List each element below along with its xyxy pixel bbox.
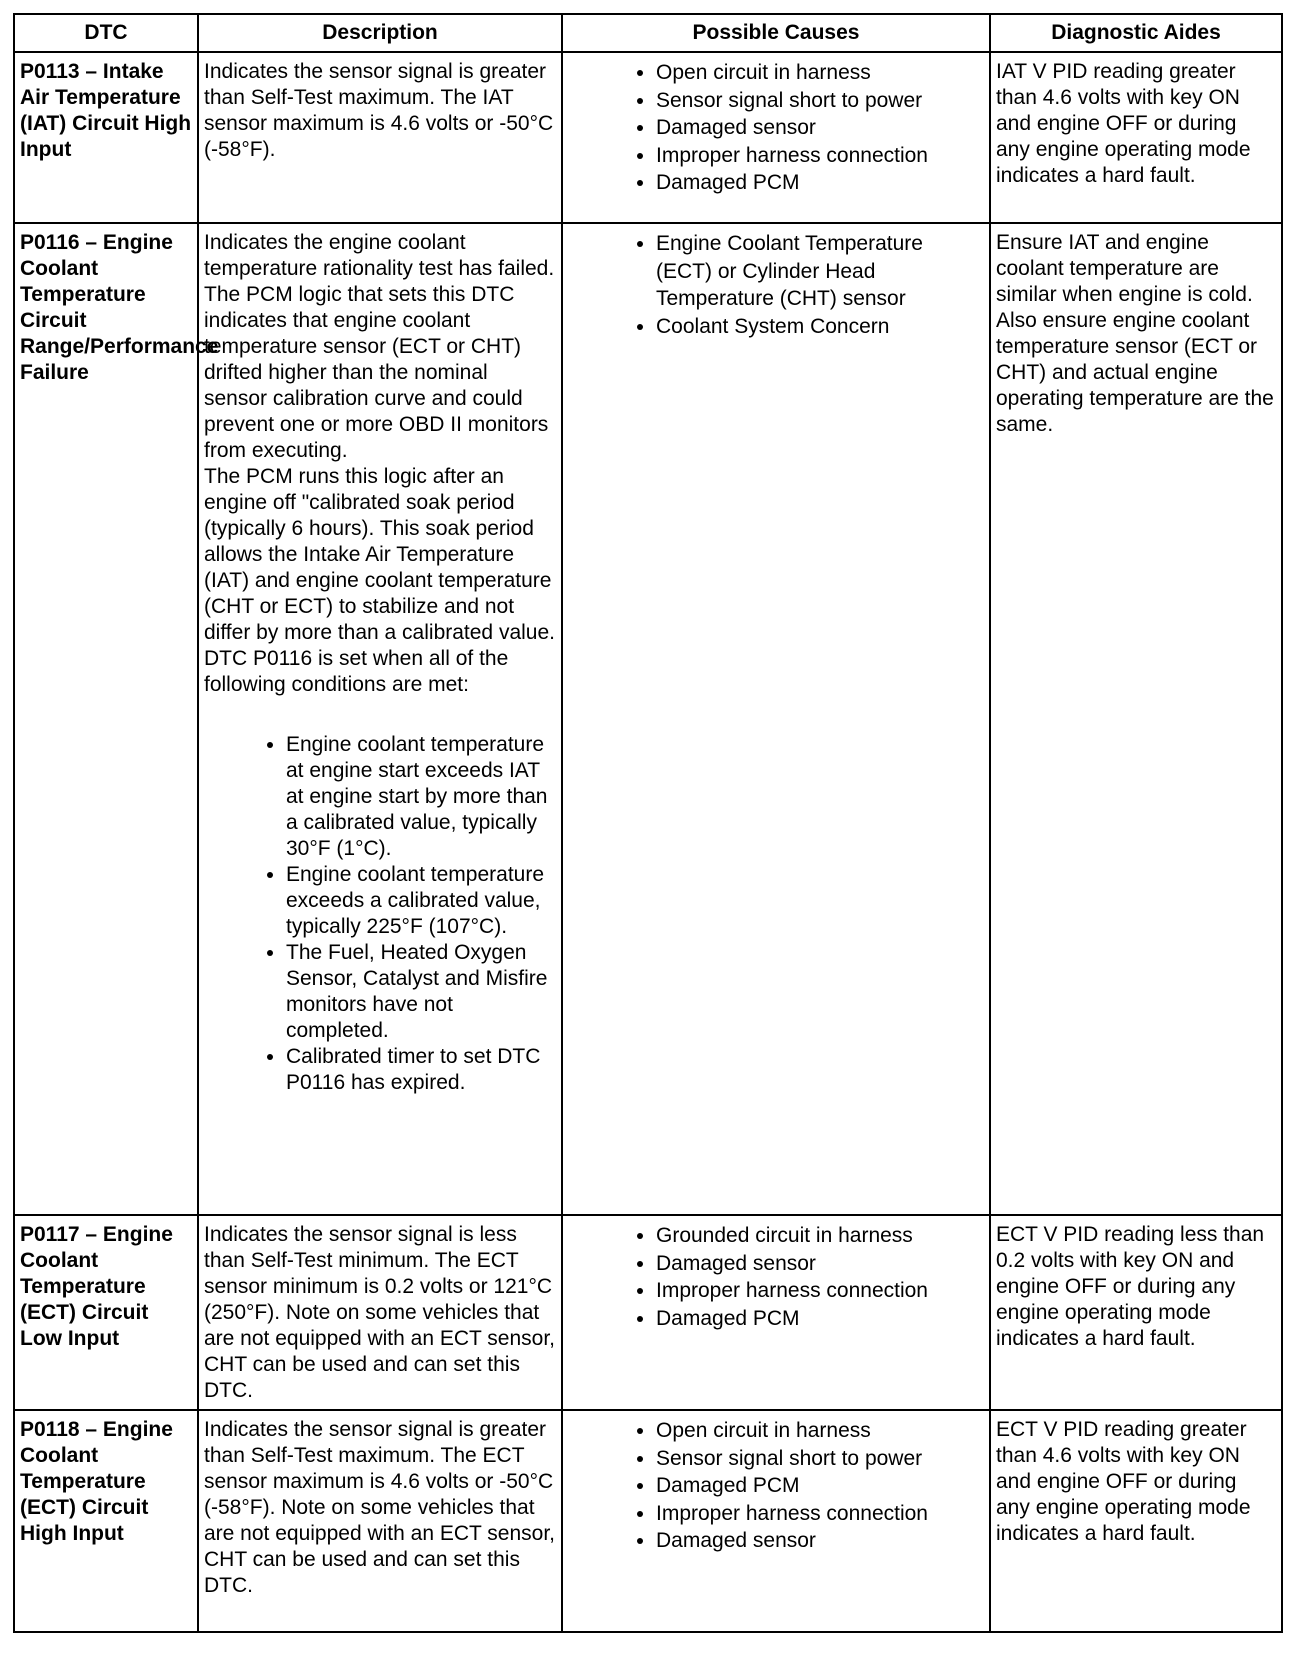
cause-item: • Coolant System Concern <box>656 313 984 341</box>
cause-item: • Damaged sensor <box>656 1250 984 1278</box>
possible-causes <box>562 223 990 1215</box>
cause-item: • Damaged PCM <box>656 1305 984 1333</box>
table-row <box>14 1215 1282 1410</box>
causes-list <box>568 59 984 197</box>
causes-list <box>568 1417 984 1555</box>
cause-item: • Grounded circuit in harness <box>656 1222 984 1250</box>
diagnostic-aides: ECT V PID reading less than 0.2 volts with key ON and engine OFF or during any engine operating mode indicates a hard fault. <box>990 1215 1282 1410</box>
condition-item: • The Fuel, Heated Oxygen Sensor, Catalyst and Misfire monitors have not completed. <box>286 940 556 1044</box>
diagnostic-aides: IAT V PID reading greater than 4.6 volts with key ON and engine OFF or during any engine operating mode indicates a hard fault. <box>990 52 1282 223</box>
dtc-description <box>198 1215 562 1410</box>
description-text: Indicates the sensor signal is greater than Self-Test maximum. The IAT sensor maximum is 4.6 volts or -50°C (-58°F). <box>204 60 554 161</box>
header-row <box>14 14 1282 52</box>
table-row <box>14 52 1282 223</box>
dtc-document <box>13 13 1281 1633</box>
dtc-code: P0118 – Engine Coolant Temperature (ECT) Circuit High Input <box>14 1410 198 1632</box>
cause-item: • Improper harness connection <box>656 1277 984 1305</box>
cause-item: • Engine Coolant Temperature (ECT) or Cylinder Head Temperature (CHT) sensor <box>656 230 984 313</box>
cause-item: • Improper harness connection <box>656 142 984 170</box>
header-diagnostic-aides: Diagnostic Aides <box>990 14 1282 52</box>
table-row <box>14 223 1282 1215</box>
dtc-description <box>198 52 562 223</box>
dtc-description <box>198 223 562 1215</box>
condition-item: • Calibrated timer to set DTC P0116 has expired. <box>286 1044 556 1096</box>
cause-item: • Damaged sensor <box>656 1527 984 1555</box>
diagnostic-aides: ECT V PID reading greater than 4.6 volts with key ON and engine OFF or during any engine operating mode indicates a hard fault. <box>990 1410 1282 1632</box>
cause-item: • Open circuit in harness <box>656 1417 984 1445</box>
causes-list <box>568 230 984 340</box>
cause-item: • Improper harness connection <box>656 1500 984 1528</box>
cause-item: • Sensor signal short to power <box>656 1445 984 1473</box>
header-dtc: DTC <box>14 14 198 52</box>
dtc-code: P0117 – Engine Coolant Temperature (ECT) Circuit Low Input <box>14 1215 198 1410</box>
table-row <box>14 1410 1282 1632</box>
diagnostic-aides: Ensure IAT and engine coolant temperature are similar when engine is cold. Also ensure engine coolant temperature sensor (ECT or CHT) and actual engine operating temperature are the same. <box>990 223 1282 1215</box>
cause-item: • Damaged PCM <box>656 1472 984 1500</box>
cause-item: • Damaged PCM <box>656 169 984 197</box>
header-description: Description <box>198 14 562 52</box>
possible-causes <box>562 1215 990 1410</box>
condition-item: • Engine coolant temperature exceeds a calibrated value, typically 225°F (107°C). <box>286 862 556 940</box>
dtc-description <box>198 1410 562 1632</box>
description-text: Indicates the sensor signal is greater than Self-Test maximum. The ECT sensor maximum is 4.6 volts or -50°C (-58°F). Note on some vehicles that are not equipped with an ECT sensor, CHT can be used and can set this DTC. <box>204 1418 556 1597</box>
description-text: Indicates the engine coolant temperature rationality test has failed. The PCM logic that sets this DTC indicates that engine coolant temperature sensor (ECT or CHT) drifted higher than the nominal sensor calibration curve and could prevent one or more OBD II monitors from executing. <box>204 231 555 462</box>
condition-item: • Engine coolant temperature at engine start exceeds IAT at engine start by more than a calibrated value, typically 30°F (1°C). <box>286 732 556 862</box>
header-possible-causes: Possible Causes <box>562 14 990 52</box>
dtc-table <box>13 13 1283 1633</box>
cause-item: • Damaged sensor <box>656 114 984 142</box>
dtc-code: P0113 – Intake Air Temperature (IAT) Circuit High Input <box>14 52 198 223</box>
cause-item: • Open circuit in harness <box>656 59 984 87</box>
description-text-2: The PCM runs this logic after an engine off "calibrated soak period (typically 6 hours). This soak period allows the Intake Air Temperature (IAT) and engine coolant temperature (CHT or ECT) to stabilize and not differ by more than a calibrated value. DTC P0116 is set when all of the following conditions are met: <box>204 465 555 696</box>
possible-causes <box>562 52 990 223</box>
description-text: Indicates the sensor signal is less than Self-Test minimum. The ECT sensor minimum is 0.2 volts or 121°C (250°F). Note on some vehicles that are not equipped with an ECT sensor, CHT can be used and can set this DTC. <box>204 1223 556 1402</box>
possible-causes <box>562 1410 990 1632</box>
conditions-list <box>204 732 556 1096</box>
causes-list <box>568 1222 984 1332</box>
dtc-code: P0116 – Engine Coolant Temperature Circuit Range/Performance Failure <box>14 223 198 1215</box>
cause-item: • Sensor signal short to power <box>656 87 984 115</box>
